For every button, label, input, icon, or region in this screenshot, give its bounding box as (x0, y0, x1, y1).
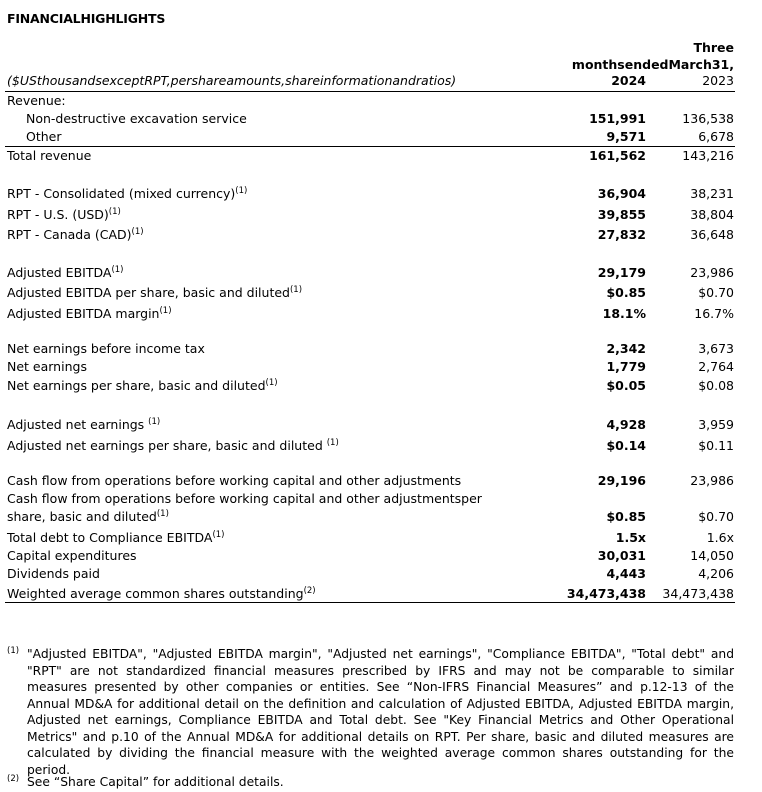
row-label: Revenue: (7, 93, 66, 108)
table-row (0, 378, 762, 396)
row-label: Weighted average common shares outstanding$^{(2)}$ (7, 586, 316, 601)
table-row (0, 548, 762, 566)
value-2023: 1.6x (706, 530, 734, 545)
row-label: RPT - Canada (CAD)$^{(1)}$ (7, 227, 144, 242)
period-header-line1: Three (693, 40, 734, 55)
value-2023: 14,050 (690, 548, 734, 563)
footnote-ref: (1) (212, 530, 225, 540)
value-2024: $0.14 (606, 438, 646, 453)
value-2024: 27,832 (597, 227, 646, 242)
value-2024: 161,562 (589, 148, 646, 163)
row-label: Adjusted EBITDA per share, basic and diluted$^{(1)}$ (7, 285, 303, 300)
value-2024: 18.1% (602, 306, 646, 321)
value-2024: 1,779 (606, 359, 646, 374)
row-label: Cash flow from operations before working capital and other adjustments (7, 473, 462, 488)
row-label: Total revenue (7, 148, 92, 163)
footnote-ref: (2) (303, 586, 316, 596)
value-2023: 36,648 (690, 227, 734, 242)
value-2023: 4,206 (698, 566, 734, 581)
value-2024: 34,473,438 (566, 586, 646, 601)
value-2024: 29,179 (597, 265, 646, 280)
table-row (0, 129, 762, 147)
value-2024: $0.85 (606, 509, 646, 524)
footnote-ref: (1) (289, 285, 303, 295)
footnote-ref: (1) (148, 417, 161, 427)
year-prior-header: 2023 (702, 73, 734, 88)
row-label: RPT - Consolidated (mixed currency)$^{(1)}$ (7, 186, 248, 201)
table-row (0, 207, 762, 225)
table-row (0, 285, 762, 303)
row-label: Capital expenditures (7, 548, 137, 563)
table-row (0, 473, 762, 491)
value-2024: 29,196 (597, 473, 646, 488)
value-2023: $0.70 (698, 285, 734, 300)
table-row (0, 227, 762, 245)
footnote-1 (7, 646, 734, 778)
table-row (0, 491, 762, 509)
row-label: Adjusted net earnings per share, basic and diluted $^{(1)}$ (7, 438, 339, 453)
row-label: Net earnings (7, 359, 87, 374)
document-title: FINANCIALHIGHLIGHTS (7, 11, 166, 26)
value-2023: 2,764 (698, 359, 734, 374)
row-label: Adjusted EBITDA margin$^{(1)}$ (7, 306, 172, 321)
row-label: Other (26, 129, 62, 144)
table-row (0, 359, 762, 377)
row-label: Adjusted net earnings $^{(1)}$ (7, 417, 161, 432)
value-2024: 4,443 (606, 566, 646, 581)
value-2023: 16.7% (694, 306, 734, 321)
footnote-ref: (1) (156, 509, 169, 519)
value-2023: 23,986 (690, 265, 734, 280)
value-2024: 39,855 (597, 207, 646, 222)
footnote-text: See “Share Capital” for additional details. (27, 775, 284, 789)
footnote-ref: (1) (131, 227, 144, 237)
footnote-2 (7, 774, 734, 791)
table-row (0, 186, 762, 204)
value-2024: 30,031 (597, 548, 646, 563)
value-2024: 36,904 (597, 186, 646, 201)
table-row (0, 148, 762, 166)
row-label: share, basic and diluted$^{(1)}$ (7, 509, 169, 524)
value-2023: 143,216 (682, 148, 734, 163)
period-header-line2: monthsendedMarch31, (571, 57, 734, 72)
footnote-ref: (1) (326, 438, 339, 448)
footnote-ref: (1) (159, 306, 172, 316)
value-2023: 23,986 (690, 473, 734, 488)
row-label: RPT - U.S. (USD)$^{(1)}$ (7, 207, 121, 222)
footnote-ref: (1) (111, 265, 124, 275)
value-2024: $0.05 (606, 378, 646, 393)
footnote-mark: (2) (7, 774, 20, 784)
value-2024: 4,928 (606, 417, 646, 432)
table-row (0, 93, 762, 111)
value-2024: 1.5x (615, 530, 646, 545)
footnote-ref: (1) (235, 186, 248, 196)
subtotal-rule (5, 146, 735, 147)
row-label: Net earnings per share, basic and diluted$^{(1)}$ (7, 378, 278, 393)
year-current-header: 2024 (611, 73, 646, 88)
table-row (0, 306, 762, 324)
header-rule (5, 91, 735, 92)
row-label: Non-destructive excavation service (26, 111, 247, 126)
value-2023: 38,231 (690, 186, 734, 201)
table-row (0, 566, 762, 584)
row-label: Net earnings before income tax (7, 341, 205, 356)
value-2023: $0.11 (698, 438, 734, 453)
value-2023: 38,804 (690, 207, 734, 222)
value-2023: 3,673 (698, 341, 734, 356)
footnote-mark: (1) (7, 646, 20, 656)
row-label: Cash flow from operations before working capital and other adjustmentsper (7, 491, 482, 506)
value-2023: 34,473,438 (662, 586, 734, 601)
table-row (0, 530, 762, 548)
table-row (0, 438, 762, 456)
value-2023: 6,678 (698, 129, 734, 144)
footnote-ref: (1) (108, 207, 121, 217)
value-2024: 151,991 (589, 111, 646, 126)
row-label: Adjusted EBITDA$^{(1)}$ (7, 265, 124, 280)
table-bottom-rule (5, 602, 735, 603)
table-row (0, 341, 762, 359)
value-2024: 9,571 (606, 129, 646, 144)
units-note: ($USthousandsexceptRPT,pershareamounts,shareinformationandratios) (7, 73, 457, 88)
table-row (0, 417, 762, 435)
table-row (0, 265, 762, 283)
footnote-ref: (1) (265, 378, 278, 388)
value-2024: $0.85 (606, 285, 646, 300)
value-2023: 136,538 (682, 111, 734, 126)
value-2023: $0.70 (698, 509, 734, 524)
row-label: Total debt to Compliance EBITDA$^{(1)}$ (7, 530, 225, 545)
table-row (0, 111, 762, 129)
table-row (0, 509, 762, 527)
footnote-text: "Adjusted EBITDA", "Adjusted EBITDA margin", "Adjusted net earnings", "Compliance EBITDA", "Total debt" and "RPT" are not standardized financial measures prescribed by IFRS and may not be comparable to similar measures presented by other companies or entities. See “Non-IFRS Financial Measures” and p.12-13 of the Annual MD&A for additional detail on the definition and calculation of Adjusted EBITDA, Adjusted EBITDA margin, Adjusted net earnings, Compliance EBITDA and Total debt. See "Key Financial Metrics and Other Operational Metrics" and p.10 of the Annual MD&A for additional details on RPT. Per share, basic and diluted measures are calculated by dividing the financial measure with the weighted average common shares outstanding for the period. (27, 647, 734, 777)
value-2023: $0.08 (698, 378, 734, 393)
row-label: Dividends paid (7, 566, 100, 581)
value-2023: 3,959 (698, 417, 734, 432)
value-2024: 2,342 (606, 341, 646, 356)
